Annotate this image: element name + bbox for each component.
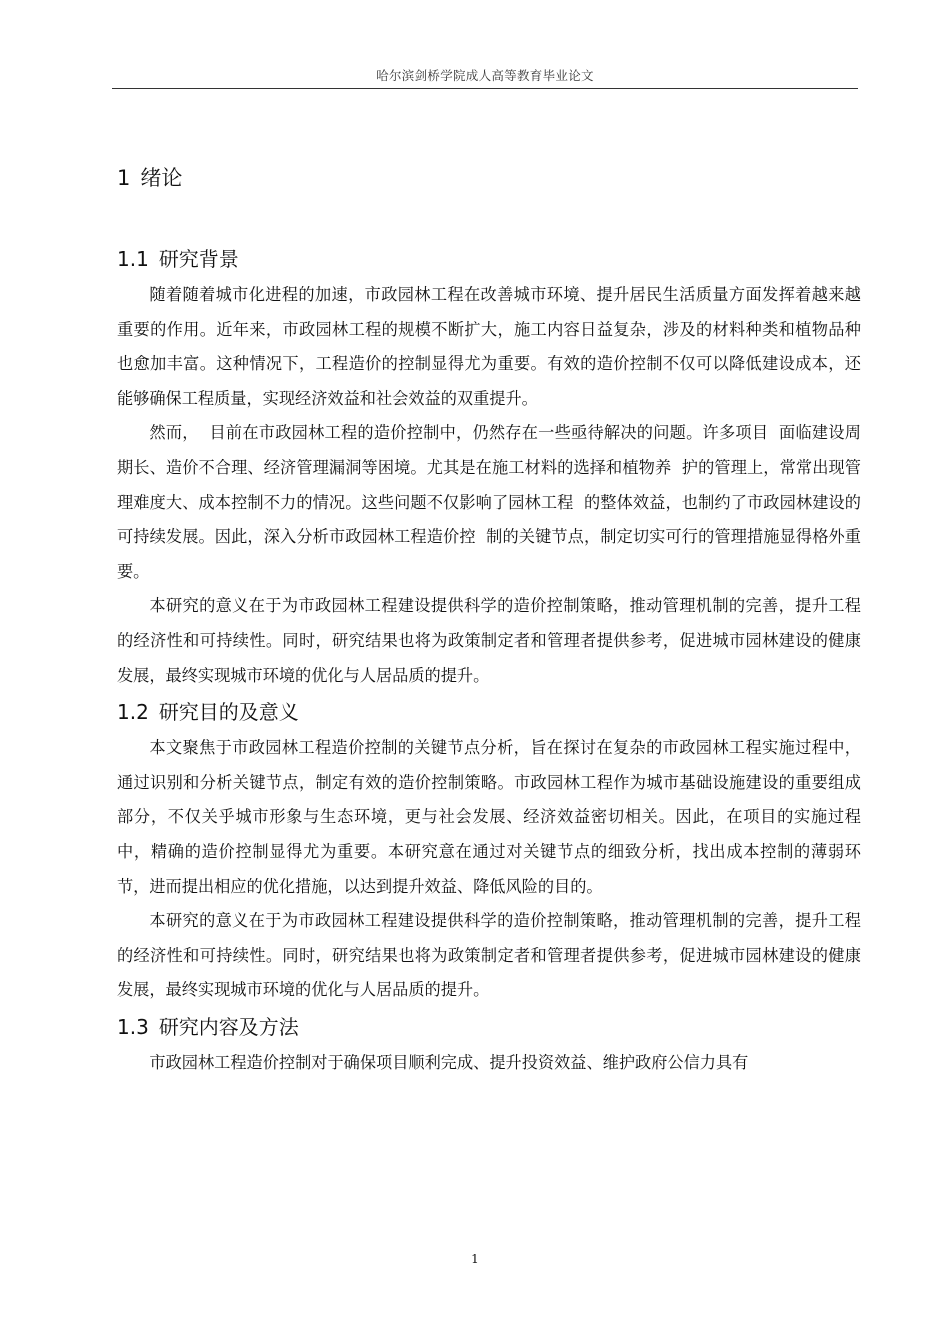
section-title: 研究内容及方法 xyxy=(158,1014,299,1039)
body-content xyxy=(117,160,861,1080)
header-divider xyxy=(112,88,858,89)
running-header: 哈尔滨剑桥学院成人高等教育毕业论文 xyxy=(376,68,594,83)
paragraph: 随着随着城市化进程的加速，市政园林工程在改善城市环境、提升居民生活质量方面发挥着越来越重要的作用。近年来，市政园林工程的规模不断扩大，施工内容日益复杂，涉及的材料种类和植物品种也愈加丰富。这种情况下，工程造价的控制显得尤为重要。有效的造价控制不仅可以降低建设成本，还能够确保工程质量，实现经济效益和社会效益的双重提升。 xyxy=(117,285,861,408)
section-number: 1.1 xyxy=(117,247,149,271)
page-number: 1 xyxy=(471,1252,479,1266)
section-title: 研究目的及意义 xyxy=(158,700,299,725)
section-heading-1-1 xyxy=(117,240,861,278)
paragraph: 本文聚焦于市政园林工程造价控制的关键节点分析，旨在探讨在复杂的市政园林工程实施过程中，通过识别和分析关键节点，制定有效的造价控制策略。市政园林工程作为城市基础设施建设的重要组成部分，不仅关乎城市形象与生态环境，更与社会发展、经济效益密切相关。因此，在项目的实施过程中，精确的造价控制显得尤为重要。本研究意在通过对关键节点的细致分析，找出成本控制的薄弱环节，进而提出相应的优化措施，以达到提升效益、降低风险的目的。 xyxy=(117,738,861,896)
chapter-heading xyxy=(117,160,861,196)
section-heading-1-2 xyxy=(117,693,861,731)
chapter-number: 1 xyxy=(117,166,131,190)
paragraph: 市政园林工程造价控制对于确保项目顺利完成、提升投资效益、维护政府公信力具有 xyxy=(149,1052,749,1072)
paragraph: 然而， 目前在市政园林工程的造价控制中，仍然存在一些亟待解决的问题。许多项目 面临建设周期长、造价不合理、经济管理漏洞等困境。尤其是在施工材料的选择和植物养 护的管理上，常常出现管理难度大、成本控制不力的情况。这些问题不仅影响了园林工程 的整体效益，也制约了市政园林建设的可持续发展。因此，深入分析市政园林工程造价控 制的关键节点，制定切实可行的管理措施显得格外重要。 xyxy=(117,423,861,581)
section-heading-1-3 xyxy=(117,1008,861,1046)
paragraph: 本研究的意义在于为市政园林工程建设提供科学的造价控制策略，推动管理机制的完善，提升工程的经济性和可持续性。同时，研究结果也将为政策制定者和管理者提供参考，促进城市园林建设的健康发展，最终实现城市环境的优化与人居品质的提升。 xyxy=(117,596,861,685)
section-number: 1.2 xyxy=(117,700,149,725)
chapter-title: 绪论 xyxy=(140,166,183,190)
section-number: 1.3 xyxy=(117,1014,149,1039)
paragraph: 本研究的意义在于为市政园林工程建设提供科学的造价控制策略，推动管理机制的完善，提升工程的经济性和可持续性。同时，研究结果也将为政策制定者和管理者提供参考，促进城市园林建设的健康发展，最终实现城市环境的优化与人居品质的提升。 xyxy=(117,911,861,1000)
section-title: 研究背景 xyxy=(158,247,239,271)
